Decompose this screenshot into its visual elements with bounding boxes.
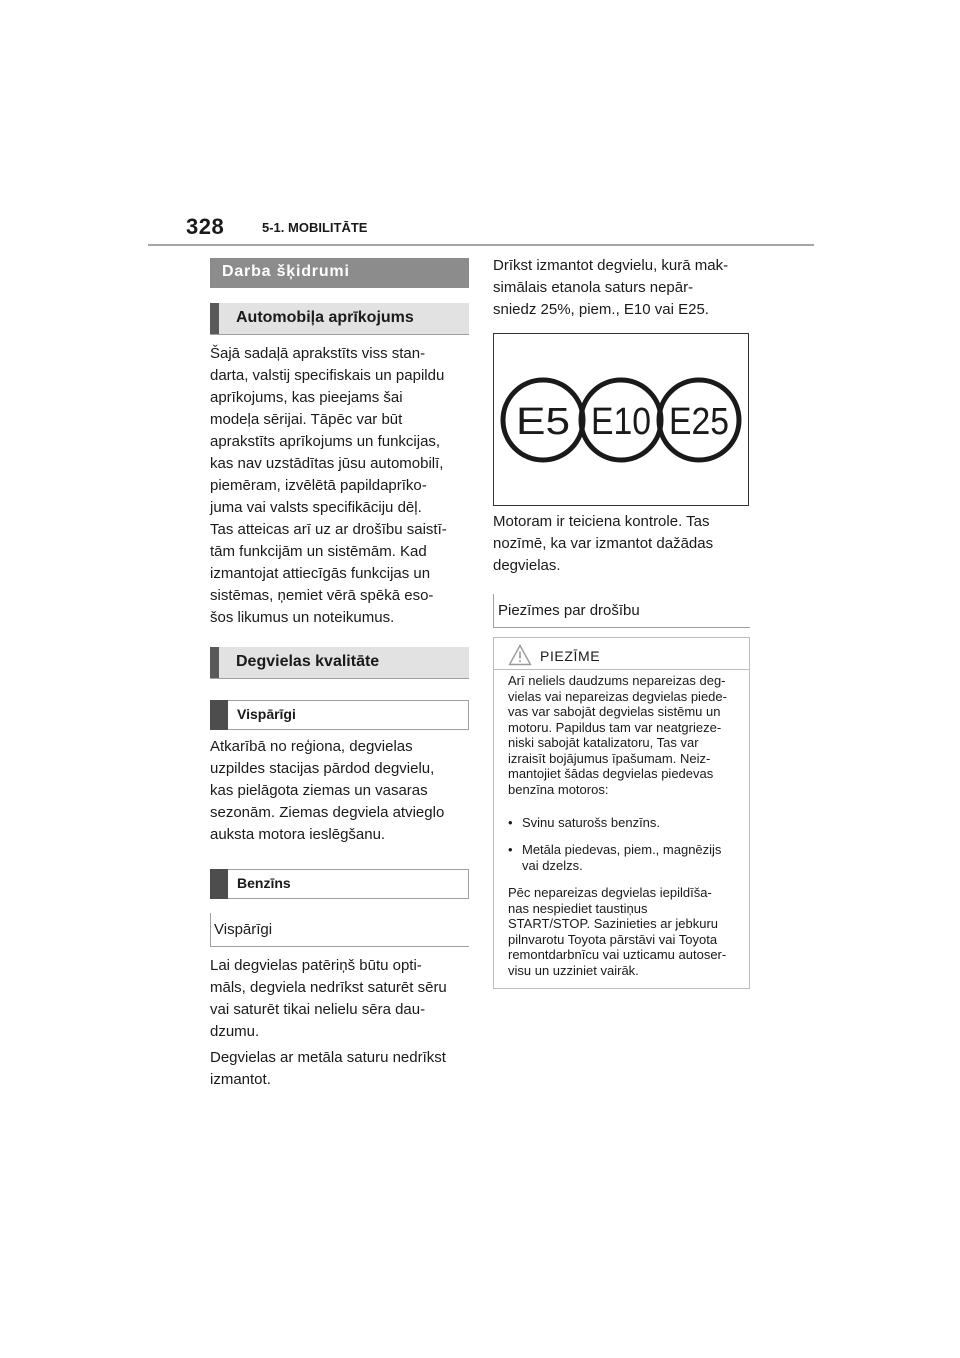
- safety-notes-heading: Piezīmes par drošību: [493, 594, 750, 628]
- notice-bullet-lead-petrol: [508, 815, 740, 831]
- text-line: Drīkst izmantot degvielu, kurā mak-: [493, 257, 729, 274]
- text-line: Motoram ir teiciena kontrole. Tas: [493, 513, 710, 530]
- text-line: māls, degviela nedrīkst saturēt sēru: [210, 979, 447, 996]
- text-line: kas pielāgota ziemas un vasaras: [210, 782, 428, 799]
- text-line: Lai degvielas patēriņš būtu opti-: [210, 957, 422, 974]
- metal-paragraph: [210, 1047, 470, 1091]
- ethanol-paragraph: [493, 255, 753, 321]
- text-line: simālais etanola saturs nepār-: [493, 279, 694, 296]
- text-line: Arī neliels daudzums nepareizas deg-: [508, 673, 726, 688]
- heading-petrol: Benzīns: [210, 869, 469, 899]
- text-line: Metāla piedevas, piem., magnēzijs: [522, 842, 722, 857]
- text-line: motoru. Papildus tam var neatgrieze-: [508, 719, 722, 735]
- engine-paragraph: [493, 511, 753, 577]
- text-line: Degvielas ar metāla saturu nedrīkst: [210, 1049, 446, 1066]
- text-line: šos likumus un noteikumus.: [210, 609, 395, 626]
- text-line: benzīna motoros:: [508, 781, 609, 797]
- text-line: pilnvarotu Toyota pārstāvi vai Toyota: [508, 931, 718, 947]
- fuel-badge-e5: [503, 380, 583, 460]
- text-line: juma vai valsts specifikāciju dēļ.: [210, 499, 422, 516]
- fuel-label: E5: [516, 401, 570, 443]
- text-line: visu un uzziniet vairāk.: [508, 962, 639, 978]
- text-line: vai dzelzs.: [522, 857, 583, 873]
- equipment-paragraph: [210, 343, 470, 629]
- fuel-label: E10: [591, 401, 651, 443]
- text-line: niski sabojāt katalizatoru, Tas var: [508, 735, 699, 750]
- notice-bullet-metal-additives: [508, 842, 740, 873]
- fuel-labels-figure: [493, 333, 749, 506]
- bullet-dot-icon: •: [508, 815, 513, 830]
- fuel-badge-e25: [659, 380, 739, 460]
- text-line: izmantot.: [210, 1071, 271, 1088]
- heading-vehicle-equipment: Automobiļa aprīkojums: [210, 303, 469, 335]
- text-line: Atkarībā no reģiona, degvielas: [210, 738, 413, 755]
- notice-title-row: [494, 644, 749, 670]
- notice-outro: [508, 885, 744, 978]
- text-line: Šajā sadaļā aprakstīts viss stan-: [210, 345, 426, 362]
- text-line: tām funkcijām un sistēmām. Kad: [210, 543, 427, 560]
- text-line: auksta motora ieslēgšanu.: [210, 826, 386, 843]
- text-line: remontdarbnīcu vai uzticamu autoser-: [508, 947, 727, 962]
- bullet-dot-icon: •: [508, 842, 513, 857]
- subheading-general: Vispārīgi: [210, 913, 469, 947]
- text-line: nas nespiediet taustiņus: [508, 900, 648, 916]
- text-line: sezonām. Ziemas degviela atvieglo: [210, 804, 445, 821]
- text-line: uzpildes stacijas pārdod degvielu,: [210, 760, 435, 777]
- text-line: Tas atteicas arī uz ar drošību saistī-: [210, 521, 447, 538]
- sulfur-paragraph: [210, 955, 470, 1043]
- notice-divider: [494, 669, 749, 670]
- heading-fuel-quality: Degvielas kvalitāte: [210, 647, 469, 679]
- notice-title: PIEZĪME: [540, 648, 601, 664]
- seasonal-fuel-paragraph: [210, 736, 470, 846]
- text-line: izmantojat attiecīgās funkcijas un: [210, 565, 431, 582]
- text-line: mantojiet šādas degvielas piedevas: [508, 766, 714, 781]
- text-line: piemēram, izvēlētā papildaprīko-: [210, 477, 427, 494]
- text-line: Pēc nepareizas degvielas iepildīša-: [508, 885, 712, 900]
- warning-triangle-icon: [508, 644, 532, 666]
- text-line: degvielas.: [493, 557, 561, 574]
- text-line: vas var sabojāt degvielas sistēmu un: [508, 704, 721, 719]
- notice-intro: [508, 673, 744, 797]
- page-number: 328: [186, 214, 225, 239]
- text-line: aprakstīts aprīkojums un funkcijas,: [210, 433, 441, 450]
- text-line: vai saturēt tikai nelielu sēra dau-: [210, 1001, 426, 1018]
- text-line: kas nav uzstādītas jūsu automobilī,: [210, 455, 444, 472]
- text-line: darta, valstij specifiskais un papildu: [210, 367, 445, 384]
- text-line: sniedz 25%, piem., E10 vai E25.: [493, 301, 709, 318]
- text-line: dzumu.: [210, 1023, 260, 1040]
- header-divider: [148, 244, 814, 246]
- fuel-labels-svg: [494, 334, 748, 505]
- text-line: vielas vai nepareizas degvielas piede-: [508, 688, 727, 704]
- text-line: Svinu saturošs benzīns.: [522, 815, 661, 830]
- text-line: izraisīt bojājumus īpašumam. Neiz-: [508, 750, 711, 766]
- notice-box: [493, 637, 750, 989]
- text-line: modeļa sērijai. Tāpēc var būt: [210, 411, 403, 428]
- text-line: nozīmē, ka var izmantot dažādas: [493, 535, 714, 552]
- fuel-label: E25: [669, 401, 729, 443]
- text-line: START/STOP. Sazinieties ar jebkuru: [508, 916, 719, 931]
- fuel-badge-e10: [581, 380, 661, 460]
- text-line: aprīkojums, kas pieejams šai: [210, 389, 403, 406]
- text-line: sistēmas, ņemiet vērā spēkā eso-: [210, 587, 434, 604]
- section-title: 5-1. MOBILITĀTE: [262, 220, 368, 235]
- heading-working-fluids: Darba šķidrumi: [210, 258, 469, 288]
- heading-general: Vispārīgi: [210, 700, 469, 730]
